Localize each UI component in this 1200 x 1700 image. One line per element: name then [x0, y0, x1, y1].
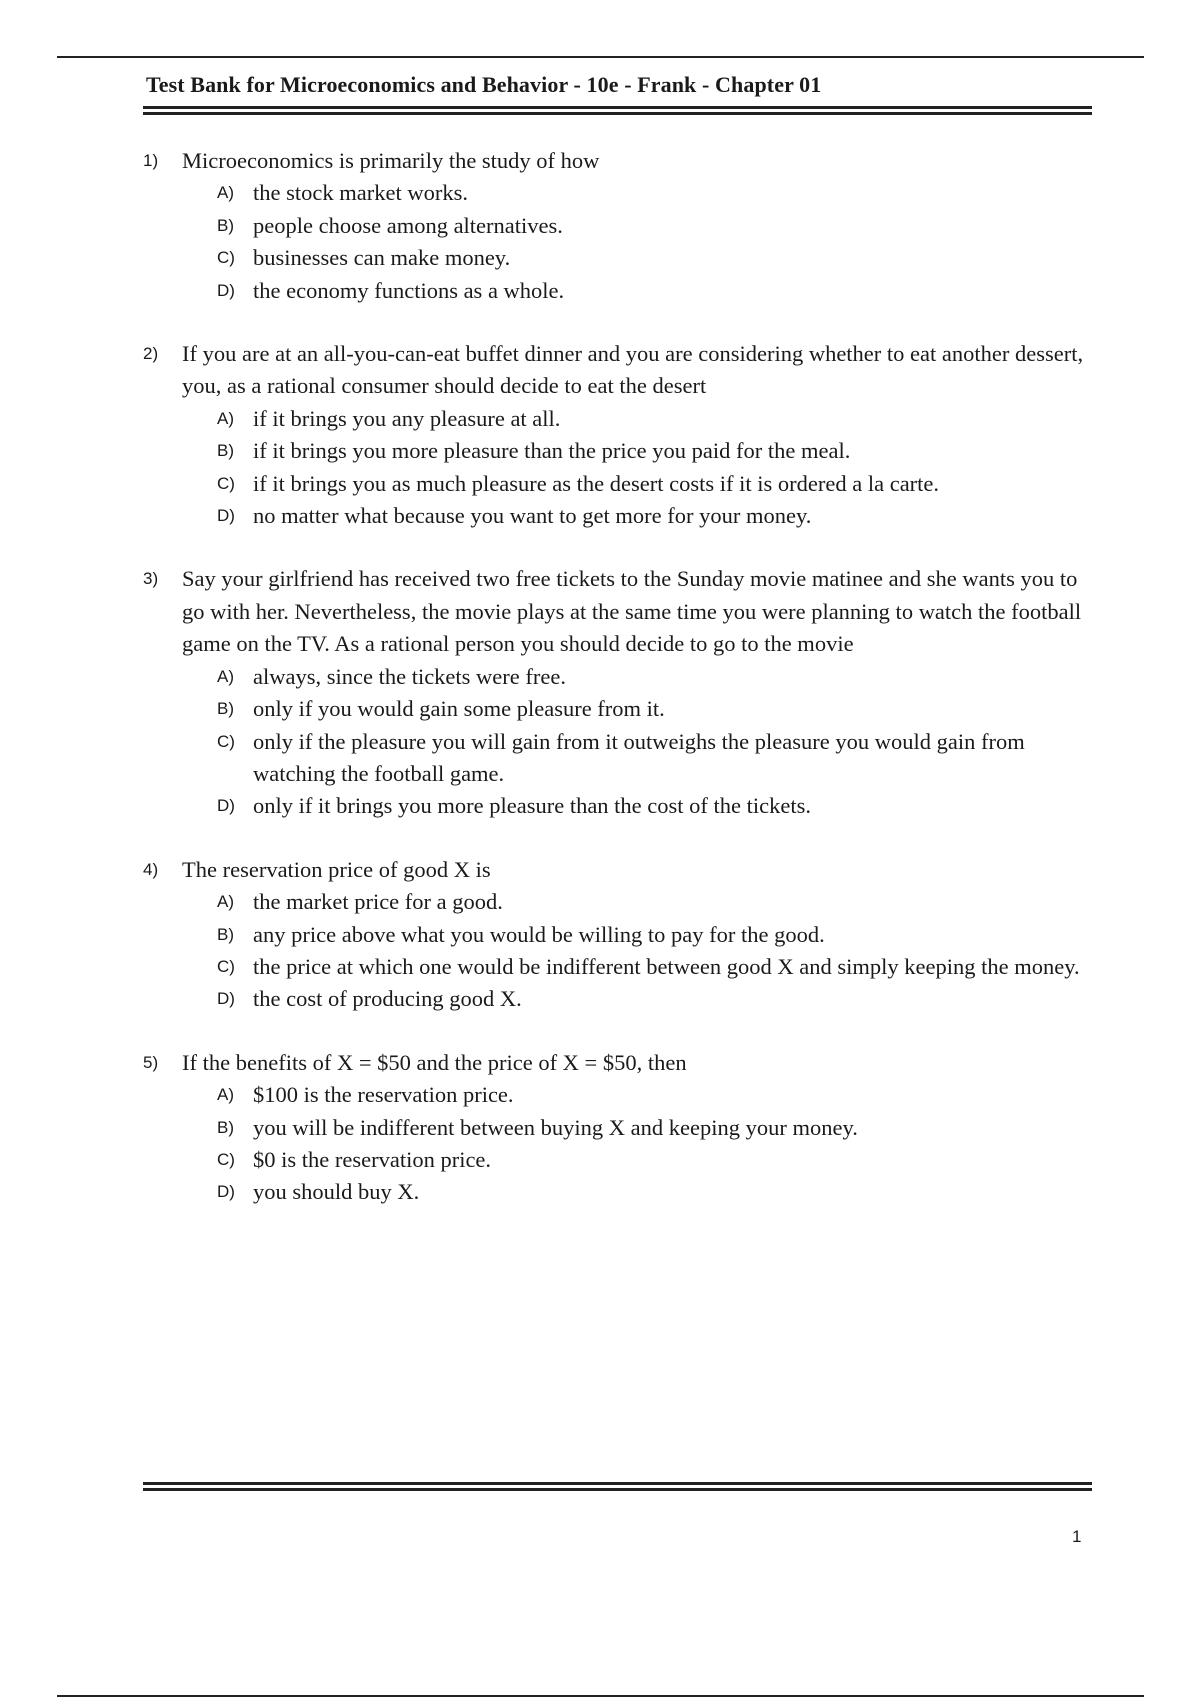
- page-header-title: Test Bank for Microeconomics and Behavior - 10e - Frank - Chapter 01: [146, 72, 822, 97]
- page-top-rule: [57, 56, 1144, 58]
- answer-options: [217, 886, 1093, 1016]
- question-number: 3): [143, 569, 159, 589]
- option-letter: B): [217, 1117, 234, 1137]
- option-letter: A): [217, 892, 234, 912]
- option-text: if it brings you as much pleasure as the desert costs if it is ordered a la carte.: [253, 470, 940, 496]
- question-number: 5): [143, 1052, 159, 1072]
- option-text: only if the pleasure you will gain from it outweighs the pleasure you would gain from watching the football game.: [253, 728, 1025, 786]
- option-letter: B): [217, 924, 234, 944]
- answer-option: [217, 886, 1093, 918]
- option-text: if it brings you any pleasure at all.: [253, 405, 561, 431]
- option-letter: B): [217, 699, 234, 719]
- question-text: Microeconomics is primarily the study of how: [182, 148, 600, 173]
- question-number: 1): [143, 151, 159, 170]
- footer-double-rule: [143, 1482, 1092, 1491]
- option-letter: C): [217, 956, 235, 976]
- option-text: no matter what because you want to get more for your money.: [253, 503, 812, 529]
- option-letter: C): [217, 248, 235, 268]
- option-letter: B): [217, 215, 234, 235]
- option-text: businesses can make money.: [253, 245, 511, 271]
- page-bottom-rule: [57, 1695, 1144, 1697]
- question-number: 4): [143, 859, 159, 879]
- option-text: you will be indifferent between buying X and keeping your money.: [253, 1114, 858, 1140]
- page-number: 1: [1072, 1527, 1082, 1546]
- answer-option: [217, 1144, 1093, 1176]
- answer-option: [217, 726, 1093, 791]
- answer-option: [217, 1176, 1093, 1208]
- answer-options: [217, 403, 1093, 533]
- answer-options: [217, 1079, 1093, 1209]
- question-text: If you are at an all-you-can-eat buffet dinner and you are considering whether to eat another dessert, you, as a rational consumer should decide to eat the desert: [182, 341, 1084, 399]
- option-text: the market price for a good.: [253, 889, 503, 915]
- option-letter: B): [217, 441, 234, 461]
- option-text: $0 is the reservation price.: [253, 1146, 492, 1172]
- question-2: [143, 338, 1093, 532]
- question-3: [143, 563, 1093, 822]
- option-letter: D): [217, 280, 235, 300]
- option-letter: A): [217, 1085, 234, 1105]
- question-5: [143, 1047, 1093, 1209]
- option-letter: A): [217, 408, 234, 428]
- answer-option: [217, 1079, 1093, 1111]
- option-letter: A): [217, 183, 234, 203]
- option-text: always, since the tickets were free.: [253, 663, 566, 689]
- answer-option: [217, 403, 1093, 435]
- option-text: only if it brings you more pleasure than the cost of the tickets.: [253, 793, 811, 819]
- option-text: the cost of producing good X.: [253, 986, 522, 1012]
- option-text: people choose among alternatives.: [253, 212, 563, 238]
- answer-option: [217, 951, 1093, 983]
- question-number: 2): [143, 344, 159, 364]
- answer-option: [217, 210, 1093, 242]
- answer-option: [217, 790, 1093, 822]
- option-letter: C): [217, 731, 235, 751]
- option-text: $100 is the reservation price.: [253, 1082, 514, 1108]
- answer-option: [217, 468, 1093, 500]
- option-text: you should buy X.: [253, 1179, 420, 1205]
- answer-option: [217, 275, 1093, 307]
- answer-option: [217, 500, 1093, 532]
- option-letter: A): [217, 666, 234, 686]
- option-letter: C): [217, 1149, 235, 1169]
- answer-option: [217, 661, 1093, 693]
- answer-options: [217, 177, 1093, 307]
- answer-option: [217, 983, 1093, 1015]
- answer-option: [217, 1112, 1093, 1144]
- question-1: [143, 145, 1093, 307]
- question-list: [143, 145, 1093, 1240]
- option-letter: D): [217, 989, 235, 1009]
- option-text: the economy functions as a whole.: [253, 277, 565, 303]
- option-letter: D): [217, 796, 235, 816]
- header-double-rule: [143, 106, 1092, 115]
- question-text: The reservation price of good X is: [182, 856, 491, 882]
- option-letter: D): [217, 506, 235, 526]
- question-text: Say your girlfriend has received two free tickets to the Sunday movie matinee and she wants you to go with her. Nevertheless, the movie plays at the same time you were planning to watch the football game on the TV. As a rational person you should decide to go to the movie: [182, 566, 1082, 657]
- question-4: [143, 854, 1093, 1016]
- option-text: the price at which one would be indifferent between good X and simply keeping the money.: [253, 953, 1080, 979]
- option-text: the stock market works.: [253, 180, 468, 206]
- answer-option: [217, 919, 1093, 951]
- option-text: any price above what you would be willing to pay for the good.: [253, 921, 825, 947]
- answer-option: [217, 435, 1093, 467]
- answer-options: [217, 661, 1093, 823]
- option-text: only if you would gain some pleasure from it.: [253, 696, 665, 722]
- option-letter: C): [217, 473, 235, 493]
- question-text: If the benefits of X = $50 and the price of X = $50, then: [182, 1049, 687, 1075]
- option-letter: D): [217, 1182, 235, 1202]
- answer-option: [217, 177, 1093, 209]
- answer-option: [217, 242, 1093, 274]
- option-text: if it brings you more pleasure than the price you paid for the meal.: [253, 438, 851, 464]
- answer-option: [217, 693, 1093, 725]
